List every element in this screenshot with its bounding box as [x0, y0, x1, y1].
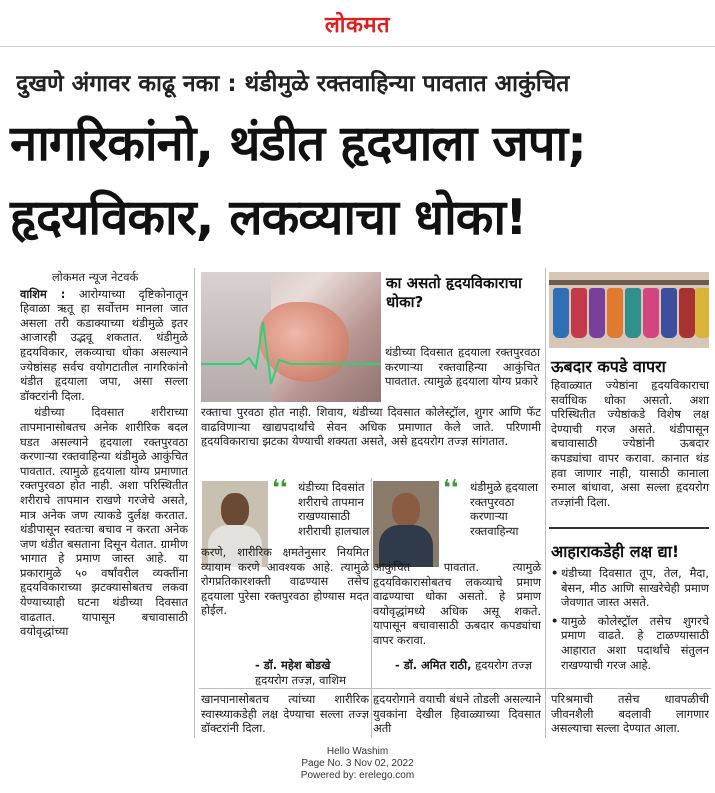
- diet-heading: आहाराकडेही लक्ष द्या!: [551, 542, 680, 561]
- ecg-line-graphic: [201, 272, 381, 402]
- garment-shape: [571, 288, 587, 338]
- dateline: वाशिम :: [20, 286, 66, 301]
- main-headline-line1: नागरिकांनो, थंडीत हृदयाला जपा;: [10, 115, 586, 172]
- column-divider: [194, 268, 195, 738]
- garment-shape: [661, 288, 677, 338]
- footer-edition: Hello Washim: [326, 746, 389, 757]
- footer-page-date: Page No. 3 Nov 02, 2022: [301, 758, 414, 769]
- lead-paragraph: [20, 287, 188, 404]
- warm-clothes-heading: ऊबदार कपडे वापरा: [551, 357, 666, 376]
- quote-icon: ❛❛: [443, 476, 459, 501]
- garment-shape: [589, 288, 605, 338]
- masthead: [0, 0, 715, 48]
- garment-shape: [643, 288, 659, 338]
- footer-powered-by: Powered by: erelego.com: [300, 770, 415, 781]
- newspaper-logo: लोकमत: [324, 13, 391, 38]
- doctor2-photo: [373, 481, 439, 567]
- garment-shape: [695, 288, 709, 338]
- garment-shape: [679, 288, 695, 338]
- doctor2-signature: - डॉ. अमित राठी, हृदयरोग तज्ज्ञ: [395, 658, 532, 672]
- heart-pain-photo: [201, 272, 381, 402]
- body-paragraph: थंडीच्या दिवसात शरीराच्या तापमानासोबतच अनेक शारीरिक बदल घडत असल्याने हृदयाला रक्तपुरवठा करणाऱ्या रक्तवाहिन्या थंडीमुळे आकुंचित पावतात. त्यामुळे हृदयाला योग्य प्रमाणात रक्तपुरवठा होत नाही. अशा परिस्थितीत शरीराचे तापमान राखणे गरजेचे असते, मात्र अनेक जण त्याकडे दुर्लक्ष करतात. थंडीपासून स्वतःचा बचाव न करता अनेक जण थंडीत बसताना दिसून येतात. ग्रामीण भागात हे प्रमाण जास्त आहे. या प्रकारामुळे ५० वर्षांवरील व्यक्तींना हृदयविकाराच्या झटक्यासोबतच लकवा येण्याच्याही घटना थंडीच्या दिवसात वाढतात. यापासून बचावासाठी वयोवृद्धांच्या: [20, 405, 188, 639]
- doctor2-body: आकुंचित पावतात. त्यामुळे हृदयविकारासोबतच लकव्याचे प्रमाण वाढण्याचा धोका असतो. हे प्रमाण वयोवृद्धांमध्ये अधिक असू शकते. यापासून बचावासाठी ऊबदार कपड्यांचा वापर करावा.: [373, 560, 541, 647]
- column-divider: [545, 268, 546, 738]
- portrait-head: [392, 493, 420, 527]
- quote-icon: ❛❛: [272, 476, 288, 501]
- diet-list-item: • यामुळे कोलेस्ट्रॉल तसेच शुगरचे प्रमाण वाढते. हे टाळण्यासाठी आहारात अशा पदार्थांचे संतुलन राखण्याची गरज आहे.: [551, 614, 709, 672]
- why-box-body: थंडीच्या दिवसात हृदयाला रक्तपुरवठा करणाऱ्या रक्तवाहिन्या आकुंचित पावतात. त्यामुळे हृदयाला योग्य प्रकारे: [385, 345, 540, 389]
- masthead-divider: [0, 46, 715, 47]
- garment-shape: [607, 288, 623, 338]
- why-box: [386, 274, 536, 312]
- garment-shape: [625, 288, 641, 338]
- doctor1-body: करणे, शारीरिक क्षमतेनुसार नियमित व्यायाम करणे आवश्यक आहे. त्यामुळे रोगप्रतिकारशक्ती वाढण्यास तसेच हृदयाला पुरेसा रक्तपुरवठा होण्यास मदत होईल.: [201, 545, 369, 618]
- warm-clothes-body: हिवाळ्यात ज्येष्ठांना हृदयविकाराचा सर्वाधिक धोका असतो. अशा परिस्थितीत ज्येष्ठांकडे विशेष लक्ष देण्याची गरज असते. थंडीपासून बचावासाठी ज्येष्ठांनी ऊबदार कपड्यांचा वापर करावा. कानात थंड हवा जाणार नाही, यासाठी कानाला रुमाल बांधावा, असा सल्ला हृदयरोग तज्ज्ञांनी दिला.: [551, 378, 709, 509]
- lead-text: आरोग्याच्या दृष्टिकोनातून हिवाळा ऋतू हा सर्वोत्तम मानला जात असला तरी कडाक्याच्या थंडीमुळे इतर आजारही उद्भवू शकतात. थंडीमुळे हृदयविकार, लकव्याचा धोका असल्याने ज्येष्ठांसह सर्वच वयोगटातील नागरिकांनो थंडीत हृदयाला जपा, असा सल्ला डॉक्टरांनी दिला.: [20, 286, 188, 403]
- bottom-column-2: हृदयरोगाने वयाची बंधने तोडली असल्याने युवकांना देखील हिवाळ्याच्या दिवसात अती: [373, 692, 541, 736]
- garment-shape: [553, 288, 569, 338]
- byline: लोकमत न्यूज नेटवर्क: [52, 270, 139, 284]
- main-headline-line2: हृदयविकार, लकव्याचा धोका!: [10, 189, 527, 246]
- diet-list-item: • थंडीच्या दिवसात तूप, तेल, मैदा, बेसन, मीठ आणि साखरेचेही प्रमाण जेवणात जास्त असते.: [551, 566, 709, 610]
- column-divider: [371, 478, 372, 738]
- bottom-column-3: परिश्रमाची तसेच धावपळीची जीवनशैली बदलावी लागणार असल्याचा सल्ला देण्यात आला.: [551, 692, 709, 736]
- kicker-headline: दुखणे अंगावर काढू नका : थंडीमुळे रक्तवाहिन्या पावतात आकुंचित: [16, 71, 570, 97]
- warm-clothes-photo: [549, 272, 709, 348]
- doctor1-quote: थंडीच्या दिवसांत शरीराचे तापमान राखण्यासाठी शरीराची हालचाल: [298, 480, 370, 538]
- bottom-divider: [199, 688, 711, 689]
- portrait-head: [221, 493, 249, 527]
- why-box-continued: रक्ताचा पुरवठा होत नाही. शिवाय, थंडीच्या दिवसात कोलेस्ट्रॉल, शुगर आणि फॅट वाढविणाऱ्या खाद्यपदार्थांचे सेवन अधिक प्रमाणात केले जाते. परिणामी हृदयविकाराचा झटका येण्याची शक्यता असते, असे हृदयरोग तज्ज्ञ सांगतात.: [201, 405, 541, 449]
- doctor1-role: हृदयरोग तज्ज्ञ, वाशिम: [255, 673, 346, 687]
- clothes-rail: [549, 280, 709, 285]
- doctor2-quote: थंडीमुळे हृदयाला रक्तपुरवठा करणाऱ्या रक्तवाहिन्या: [470, 480, 538, 538]
- doctor1-name: - डॉ. महेश बोडखे: [255, 658, 331, 672]
- why-box-title: का असतो हृदयविकाराचा धोका?: [386, 274, 522, 311]
- bottom-column-1: खानपानासोबतच त्यांच्या शारीरिक स्वास्थ्याकडेही लक्ष देण्याचा सल्ला तज्ज्ञ डॉक्टरांनी दिला.: [201, 692, 369, 736]
- left-column: [20, 270, 188, 736]
- sidebar-divider: [549, 527, 709, 529]
- page-footer: [0, 746, 715, 782]
- diet-list: [551, 566, 709, 676]
